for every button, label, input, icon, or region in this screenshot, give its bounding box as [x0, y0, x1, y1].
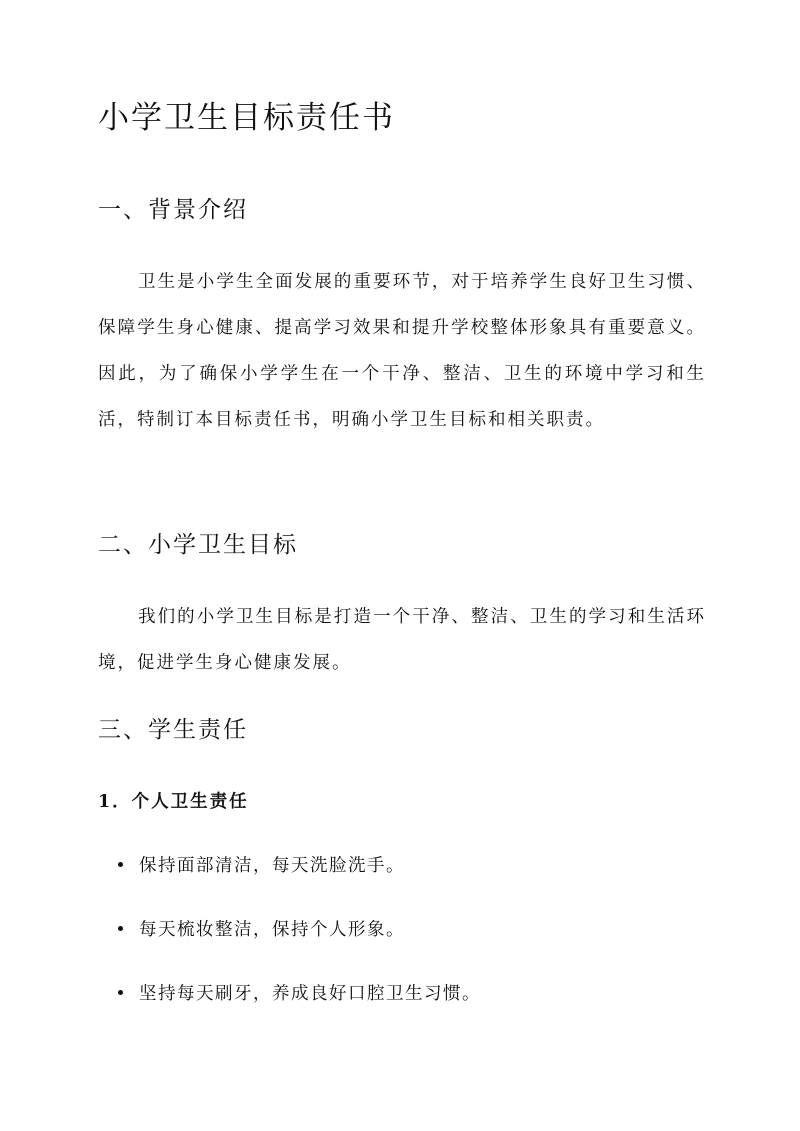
list-item-text: 坚持每天刷牙，养成良好口腔卫生习惯。: [139, 984, 481, 1004]
section-heading-student-responsibility: 三、学生责任: [98, 717, 248, 743]
goals-paragraph: 我们的小学卫生目标是打造一个干净、整洁、卫生的学习和生活环境，促进学生身心健康发展。: [98, 607, 706, 673]
subsection-heading-personal-hygiene: 1．个人卫生责任: [98, 792, 249, 812]
section-heading-goals: 二、小学卫生目标: [98, 532, 298, 558]
bullet-icon: [118, 926, 123, 931]
section-heading-background: 一、背景介绍: [98, 197, 248, 223]
document-title: 小学卫生目标责任书: [98, 100, 395, 136]
background-paragraph: 卫生是小学生全面发展的重要环节，对于培养学生良好卫生习惯、保障学生身心健康、提高学习效果和提升学校整体形象具有重要意义。因此，为了确保小学学生在一个干净、整洁、卫生的环境中学习和生活，特制订本目标责任书，明确小学卫生目标和相关职责。: [98, 272, 706, 430]
bullet-icon: [118, 990, 123, 995]
list-item: [118, 851, 718, 881]
list-item: [118, 915, 718, 945]
list-item-text: 保持面部清洁，每天洗脸洗手。: [139, 856, 405, 876]
bullet-icon: [118, 862, 123, 867]
list-item-text: 每天梳妆整洁，保持个人形象。: [139, 920, 405, 940]
list-item: [118, 979, 718, 1009]
